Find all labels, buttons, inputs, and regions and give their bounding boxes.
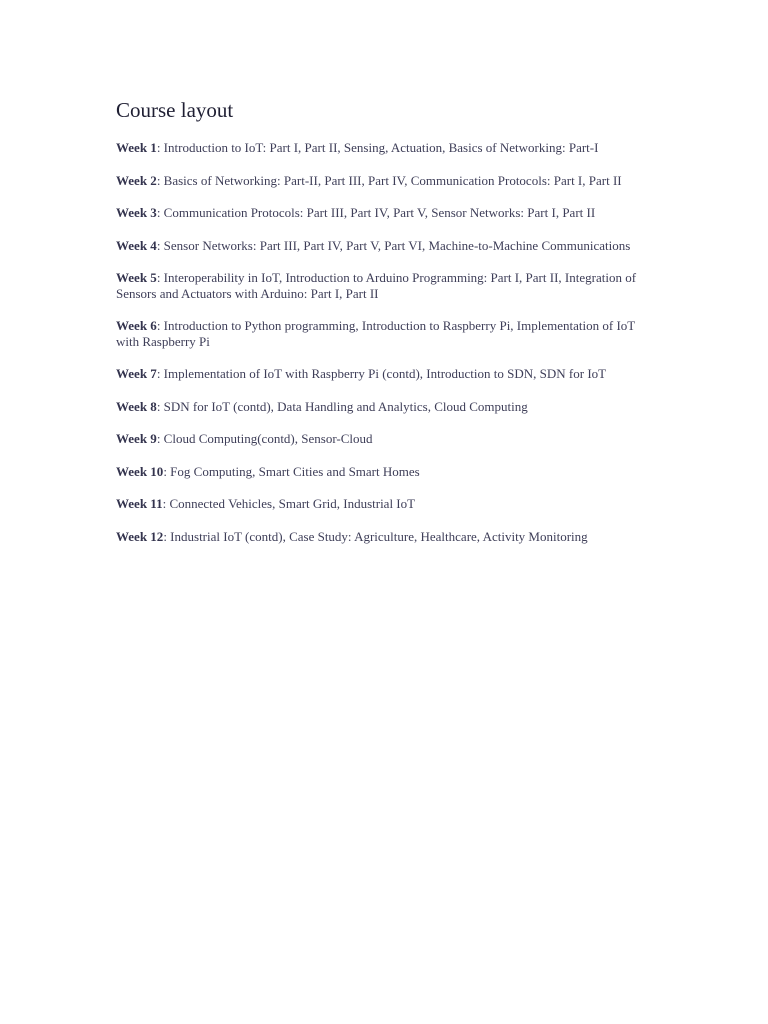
week-description: : Introduction to IoT: Part I, Part II, Sensing, Actuation, Basics of Networking: Part-I <box>156 140 599 155</box>
week-description: : Sensor Networks: Part III, Part IV, Part V, Part VI, Machine-to-Machine Communications <box>156 237 631 253</box>
week-item-10 <box>116 464 652 480</box>
week-item-1 <box>116 140 652 156</box>
week-label: Week 7 <box>116 366 157 381</box>
week-label: Week 6 <box>116 318 157 333</box>
course-layout-document <box>116 96 652 561</box>
week-item-6 <box>116 318 652 349</box>
page-title: Course layout <box>116 98 234 122</box>
week-label: Week 9 <box>116 431 157 446</box>
week-label: Week 10 <box>116 463 164 479</box>
week-item-8 <box>116 399 652 415</box>
week-description: : Basics of Networking: Part-II, Part III, Part IV, Communication Protocols: Part I, Part II <box>156 172 622 188</box>
week-item-7 <box>116 366 652 382</box>
week-label: Week 12 <box>116 528 164 544</box>
week-list <box>116 140 652 544</box>
week-description: : Industrial IoT (contd), Case Study: Agriculture, Healthcare, Activity Monitoring <box>163 528 588 544</box>
week-description: : Connected Vehicles, Smart Grid, Industrial IoT <box>162 496 416 511</box>
week-item-3 <box>116 205 652 221</box>
week-item-9 <box>116 431 652 447</box>
week-label: Week 8 <box>116 398 157 414</box>
week-description: : Implementation of IoT with Raspberry Pi (contd), Introduction to SDN, SDN for IoT <box>156 366 607 381</box>
week-item-5 <box>116 270 652 301</box>
week-item-4 <box>116 238 652 254</box>
week-description: : Cloud Computing(contd), Sensor-Cloud <box>156 431 373 446</box>
week-item-2 <box>116 173 652 189</box>
week-label: Week 4 <box>116 237 157 253</box>
week-description: : Fog Computing, Smart Cities and Smart Homes <box>163 463 420 479</box>
week-description: : Interoperability in IoT, Introduction to Arduino Programming: Part I, Part II, Integration of Sensors and Actuators with Arduino: Part I, Part II <box>116 270 637 301</box>
week-item-12 <box>116 529 652 545</box>
week-label: Week 1 <box>116 140 157 155</box>
week-label: Week 3 <box>116 205 157 220</box>
week-description: : Introduction to Python programming, Introduction to Raspberry Pi, Implementation of IoT with Raspberry Pi <box>116 318 635 349</box>
week-label: Week 5 <box>116 270 157 285</box>
week-description: : Communication Protocols: Part III, Part IV, Part V, Sensor Networks: Part I, Part II <box>156 205 596 220</box>
week-label: Week 2 <box>116 172 157 188</box>
week-label: Week 11 <box>116 496 163 511</box>
week-description: : SDN for IoT (contd), Data Handling and Analytics, Cloud Computing <box>156 398 528 414</box>
week-item-11 <box>116 496 652 512</box>
